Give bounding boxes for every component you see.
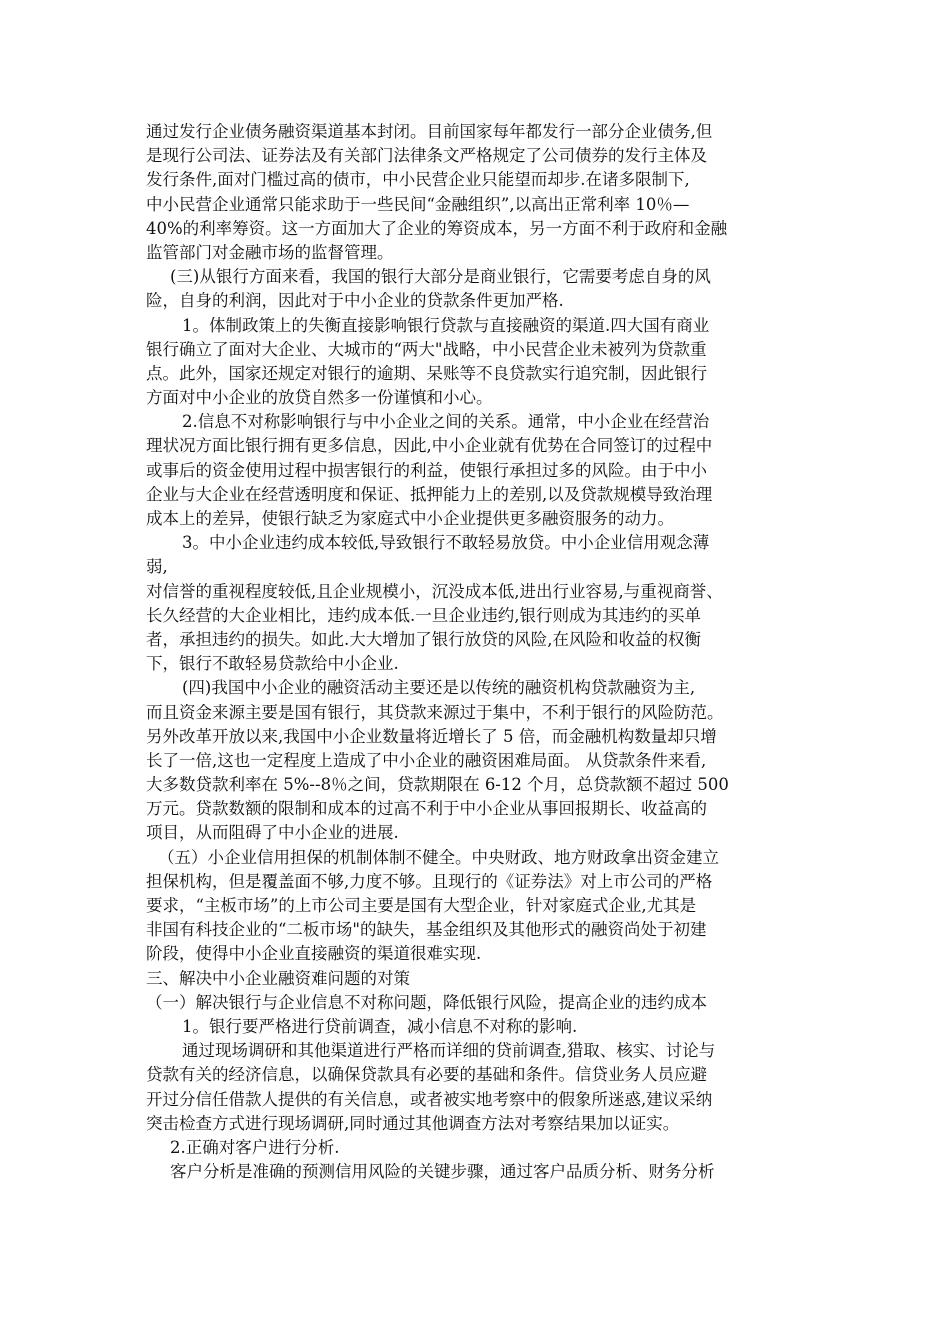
text-line: 担保机构，但是覆盖面不够,力度不够。且现行的《证券法》对上市公司的严格 bbox=[146, 871, 713, 891]
text-line: 监管部门对金融市场的监督管理。 bbox=[146, 242, 394, 262]
text-line: 险，自身的利润，因此对于中小企业的贷款条件更加严格. bbox=[146, 291, 564, 311]
text-line: 另外改革开放以来,我国中小企业数量将近增长了 5 倍，而金融机构数量却只增 bbox=[146, 726, 717, 746]
text-line: 下，银行不敢轻易贷款给中小企业. bbox=[146, 654, 399, 674]
document-body bbox=[146, 120, 814, 1184]
text-line: 企业与大企业在经营透明度和保证、抵押能力上的差别,以及贷款规模导致治理 bbox=[146, 484, 713, 504]
text-line: 客户分析是准确的预测信用风险的关键步骤，通过客户品质分析、财务分析 bbox=[170, 1162, 715, 1182]
text-line: 发行条件,面对门槛过高的债市，中小民营企业只能望而却步.在诸多限制下, bbox=[146, 170, 690, 190]
text-line: 2.信息不对称影响银行与中小企业之间的关系。通常，中小企业在经营治 bbox=[182, 412, 710, 432]
text-line: 开过分信任借款人提供的有关信息，或者被实地考察中的假象所迷惑,建议采纳 bbox=[146, 1089, 713, 1109]
text-line: 理状况方面比银行拥有更多信息，因此,中小企业就有优势在合同签订的过程中 bbox=[146, 436, 713, 456]
text-line: 非国有科技企业的“二板市场"的缺失，基金组织及其他形式的融资尚处于初建 bbox=[146, 920, 707, 940]
text-line: 方面对中小企业的放贷自然多一份谨慎和小心。 bbox=[146, 388, 493, 408]
text-line: 1。体制政策上的失衡直接影响银行贷款与直接融资的渠道.四大国有商业 bbox=[182, 315, 710, 335]
text-line: 3。中小企业违约成本较低,导致银行不敢轻易放贷。中小企业信用观念薄 bbox=[182, 533, 710, 553]
text-line: 弱, bbox=[146, 557, 168, 577]
text-line: 通过发行企业债务融资渠道基本封闭。目前国家每年都发行一部分企业债务,但 bbox=[146, 122, 713, 141]
text-line: (四)我国中小企业的融资活动主要还是以传统的融资机构贷款融资为主, bbox=[182, 678, 696, 698]
text-line: 对信誉的重视程度较低,且企业规模小，沉没成本低,进出行业容易,与重视商誉、 bbox=[146, 581, 723, 601]
text-line: 项目，从而阻碍了中小企业的进展. bbox=[146, 823, 399, 843]
text-line: （五）小企业信用担保的机制体制不健全。中央财政、地方财政拿出资金建立 bbox=[158, 847, 719, 867]
text-line: 中小民营企业通常只能求助于一些民间“金融组织”,以高出正常利率 10％— bbox=[146, 194, 690, 214]
text-line: 成本上的差异，使银行缺乏为家庭式中小企业提供更多融资服务的动力。 bbox=[146, 509, 674, 528]
text-line: 银行确立了面对大企业、大城市的“两大"战略，中小民营企业未被列为贷款重 bbox=[146, 339, 707, 359]
text-line: (三)从银行方面来看，我国的银行大部分是商业银行，它需要考虑自身的风 bbox=[170, 267, 711, 287]
text-line: 1。银行要严格进行贷前调查，减小信息不对称的影响. bbox=[182, 1016, 578, 1036]
text-line: 40%的利率筹资。这一方面加大了企业的筹资成本，另一方面不利于政府和金融 bbox=[146, 218, 728, 238]
text-line: 贷款有关的经济信息，以确保贷款具有必要的基础和条件。信贷业务人员应避 bbox=[146, 1065, 707, 1085]
text-line: 或事后的资金使用过程中损害银行的利益，使银行承担过多的风险。由于中小 bbox=[146, 460, 707, 480]
text-line: 大多数贷款利率在 5%--8％之间，贷款期限在 6-12 个月，总贷款额不超过 500 bbox=[146, 775, 729, 795]
text-line: 而且资金来源主要是国有银行，其贷款来源过于集中，不利于银行的风险防范。 bbox=[146, 702, 724, 722]
text-line: 点。此外，国家还规定对银行的逾期、呆账等不良贷款实行追究制，因此银行 bbox=[146, 363, 707, 383]
text-line: 长了一倍,这也一定程度上造成了中小企业的融资困难局面。 从贷款条件来看, bbox=[146, 750, 707, 770]
text-line: 是现行公司法、证券法及有关部门法律条文严格规定了公司债券的发行主体及 bbox=[146, 146, 707, 166]
text-line: 长久经营的大企业相比，违约成本低.一旦企业违约,银行则成为其违约的买单 bbox=[146, 605, 701, 625]
text-line: 2.正确对客户进行分析. bbox=[170, 1137, 340, 1157]
text-line: 者，承担违约的损失。如此.大大增加了银行放贷的风险,在风险和收益的权衡 bbox=[146, 629, 701, 649]
text-line: 阶段，使得中小企业直接融资的渠道很难实现. bbox=[146, 944, 482, 964]
text-line: 万元。贷款数额的限制和成本的过高不利于中小企业从事回报期长、收益高的 bbox=[146, 799, 707, 819]
text-line: 要求，“主板市场”的上市公司主要是国有大型企业，针对家庭式企业,尤其是 bbox=[146, 896, 697, 915]
text-line: 三、解决中小企业融资难问题的对策 bbox=[146, 968, 410, 988]
text-line: 突击检查方式进行现场调研,同时通过其他调查方法对考察结果加以证实。 bbox=[146, 1113, 680, 1133]
text-line: （一）解决银行与企业信息不对称问题，降低银行风险，提高企业的违约成本 bbox=[146, 992, 707, 1012]
text-line: 通过现场调研和其他渠道进行严格而详细的贷前调查,猎取、核实、讨论与 bbox=[182, 1041, 716, 1061]
